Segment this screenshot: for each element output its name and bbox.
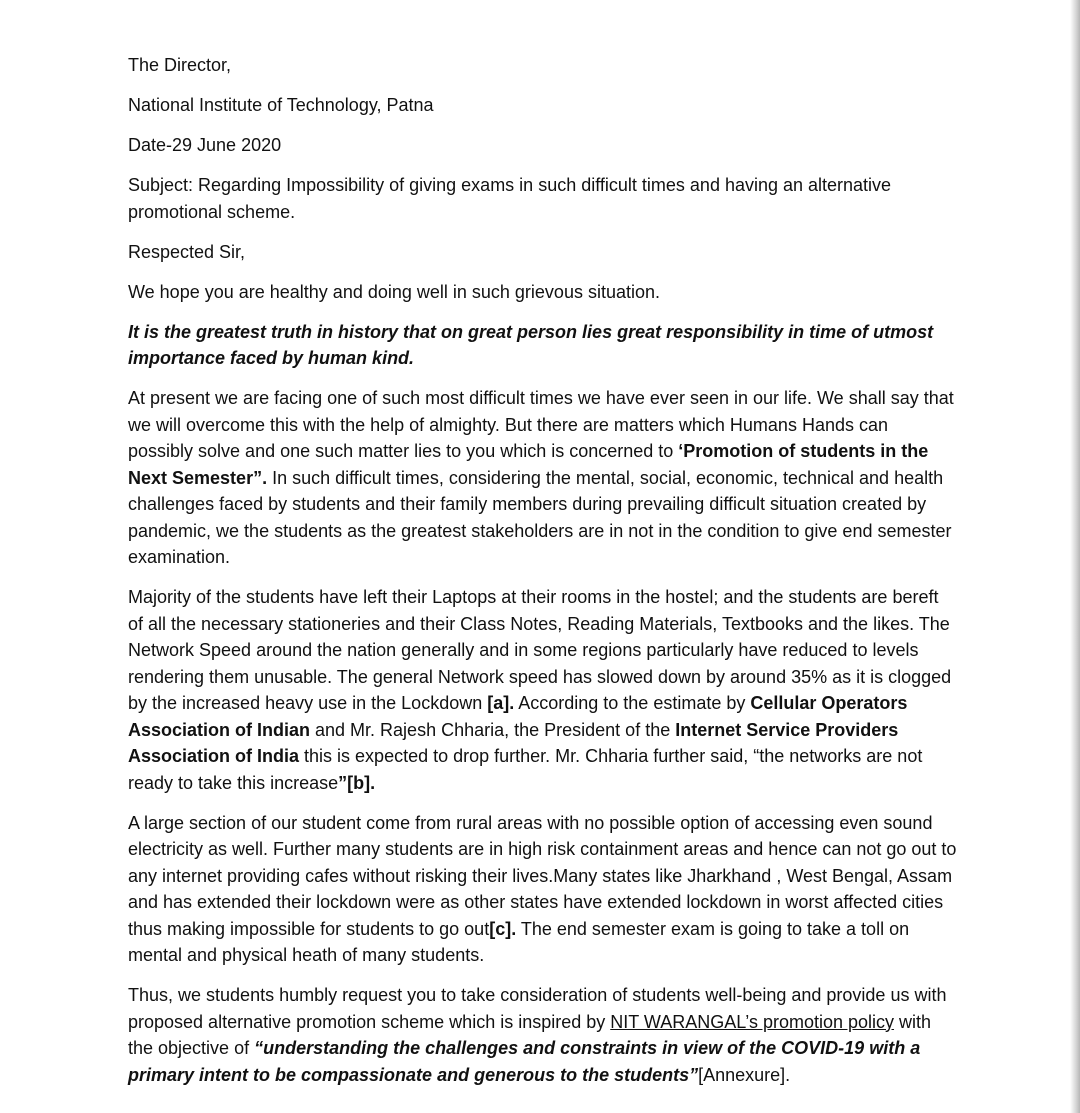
paragraph-1-bold-1: ‘Promotion of students in the Next Semester”.	[128, 441, 929, 488]
nit-warangal-policy-link[interactable]: NIT WARANGAL’s promotion policy	[610, 1011, 895, 1032]
paragraph-1-text-2: In such difficult times, considering the mental, social, economic, technical and health challenges faced by students and their family members during prevailing difficult situation created by pandemic, we the students as the greatest stakeholders are in not in the condition to give end semester examination.	[128, 467, 952, 567]
paragraph-4-text-2: with the objective of	[128, 1011, 932, 1058]
greeting-line: We hope you are healthy and doing well in such grievous situation.	[128, 281, 661, 302]
paragraph-2-text-4: this is expected to drop further. Mr. Chharia further said, “the networks are not ready to take this increase	[128, 746, 923, 793]
paragraph-3-text-2: The end semester exam is going to take a toll on mental and physical heath of many students.	[128, 918, 910, 965]
paragraph-2-bold-coai: Cellular Operators Association of Indian	[128, 693, 908, 740]
paragraph-2-ref-a: [a].	[487, 693, 515, 713]
date-line: Date-29 June 2020	[128, 135, 282, 155]
letter-body	[128, 52, 958, 1102]
paragraph-2	[128, 584, 958, 796]
paragraph-2-text-2: According to the estimate by	[514, 693, 751, 713]
paragraph-2-text-1: Majority of the students have left their Laptops at their rooms in the hostel; and the students are bereft of all the necessary stationeries and their Class Notes, Reading Materials, Textbooks and the likes. The Network Speed around the nation generally and in some regions particularly have reduced to levels rendering them unusable. The general Network speed has slowed down by around 35% as it is clogged by the increased heavy use in the Lockdown	[128, 587, 952, 713]
paragraph-4	[128, 982, 958, 1088]
paragraph-2-ref-b: ”[b].	[338, 772, 376, 793]
page-edge-shadow	[1070, 0, 1080, 1113]
paragraph-1	[128, 385, 958, 571]
paragraph-4-objective-quote: “understanding the challenges and constraints in view of the COVID-19 with a primary intent to be compassionate and generous to the students”	[128, 1038, 921, 1085]
paragraph-2-bold-ispai: Internet Service Providers Association of India	[128, 719, 899, 766]
paragraph-3-ref-c: [c].	[489, 918, 517, 939]
paragraph-4-text-1: Thus, we students humbly request you to take consideration of students well-being and provide us with proposed alternative promotion scheme which is inspired by	[128, 985, 947, 1032]
institute-line: National Institute of Technology, Patna	[128, 95, 434, 115]
recipient-line: The Director,	[128, 55, 232, 75]
quote-paragraph: It is the greatest truth in history that on great person lies great responsibility in time of utmost importance faced by human kind.	[128, 321, 934, 368]
salutation-line: Respected Sir,	[128, 241, 246, 262]
subject-line: Subject: Regarding Impossibility of giving exams in such difficult times and having an alternative promotional scheme.	[128, 175, 892, 222]
paragraph-2-text-3: and Mr. Rajesh Chharia, the President of the	[310, 719, 676, 740]
paragraph-1-text-1: At present we are facing one of such most difficult times we have ever seen in our life. We shall say that we will overcome this with the help of almighty. But there are matters which Humans Hands can possibly solve and one such matter lies to you which is concerned to	[128, 388, 954, 461]
paragraph-3	[128, 810, 958, 969]
paragraph-4-text-3: [Annexure].	[698, 1064, 791, 1085]
paragraph-3-text-1: A large section of our student come from rural areas with no possible option of accessing even sound electricity as well. Further many students are in high risk containment areas and hence can not go out to any internet providing cafes without risking their lives.Many states like Jharkhand , West Bengal, Assam and has extended their lockdown were as other states have extended lockdown in worst affected cities thus making impossible for students to go out	[128, 812, 957, 939]
